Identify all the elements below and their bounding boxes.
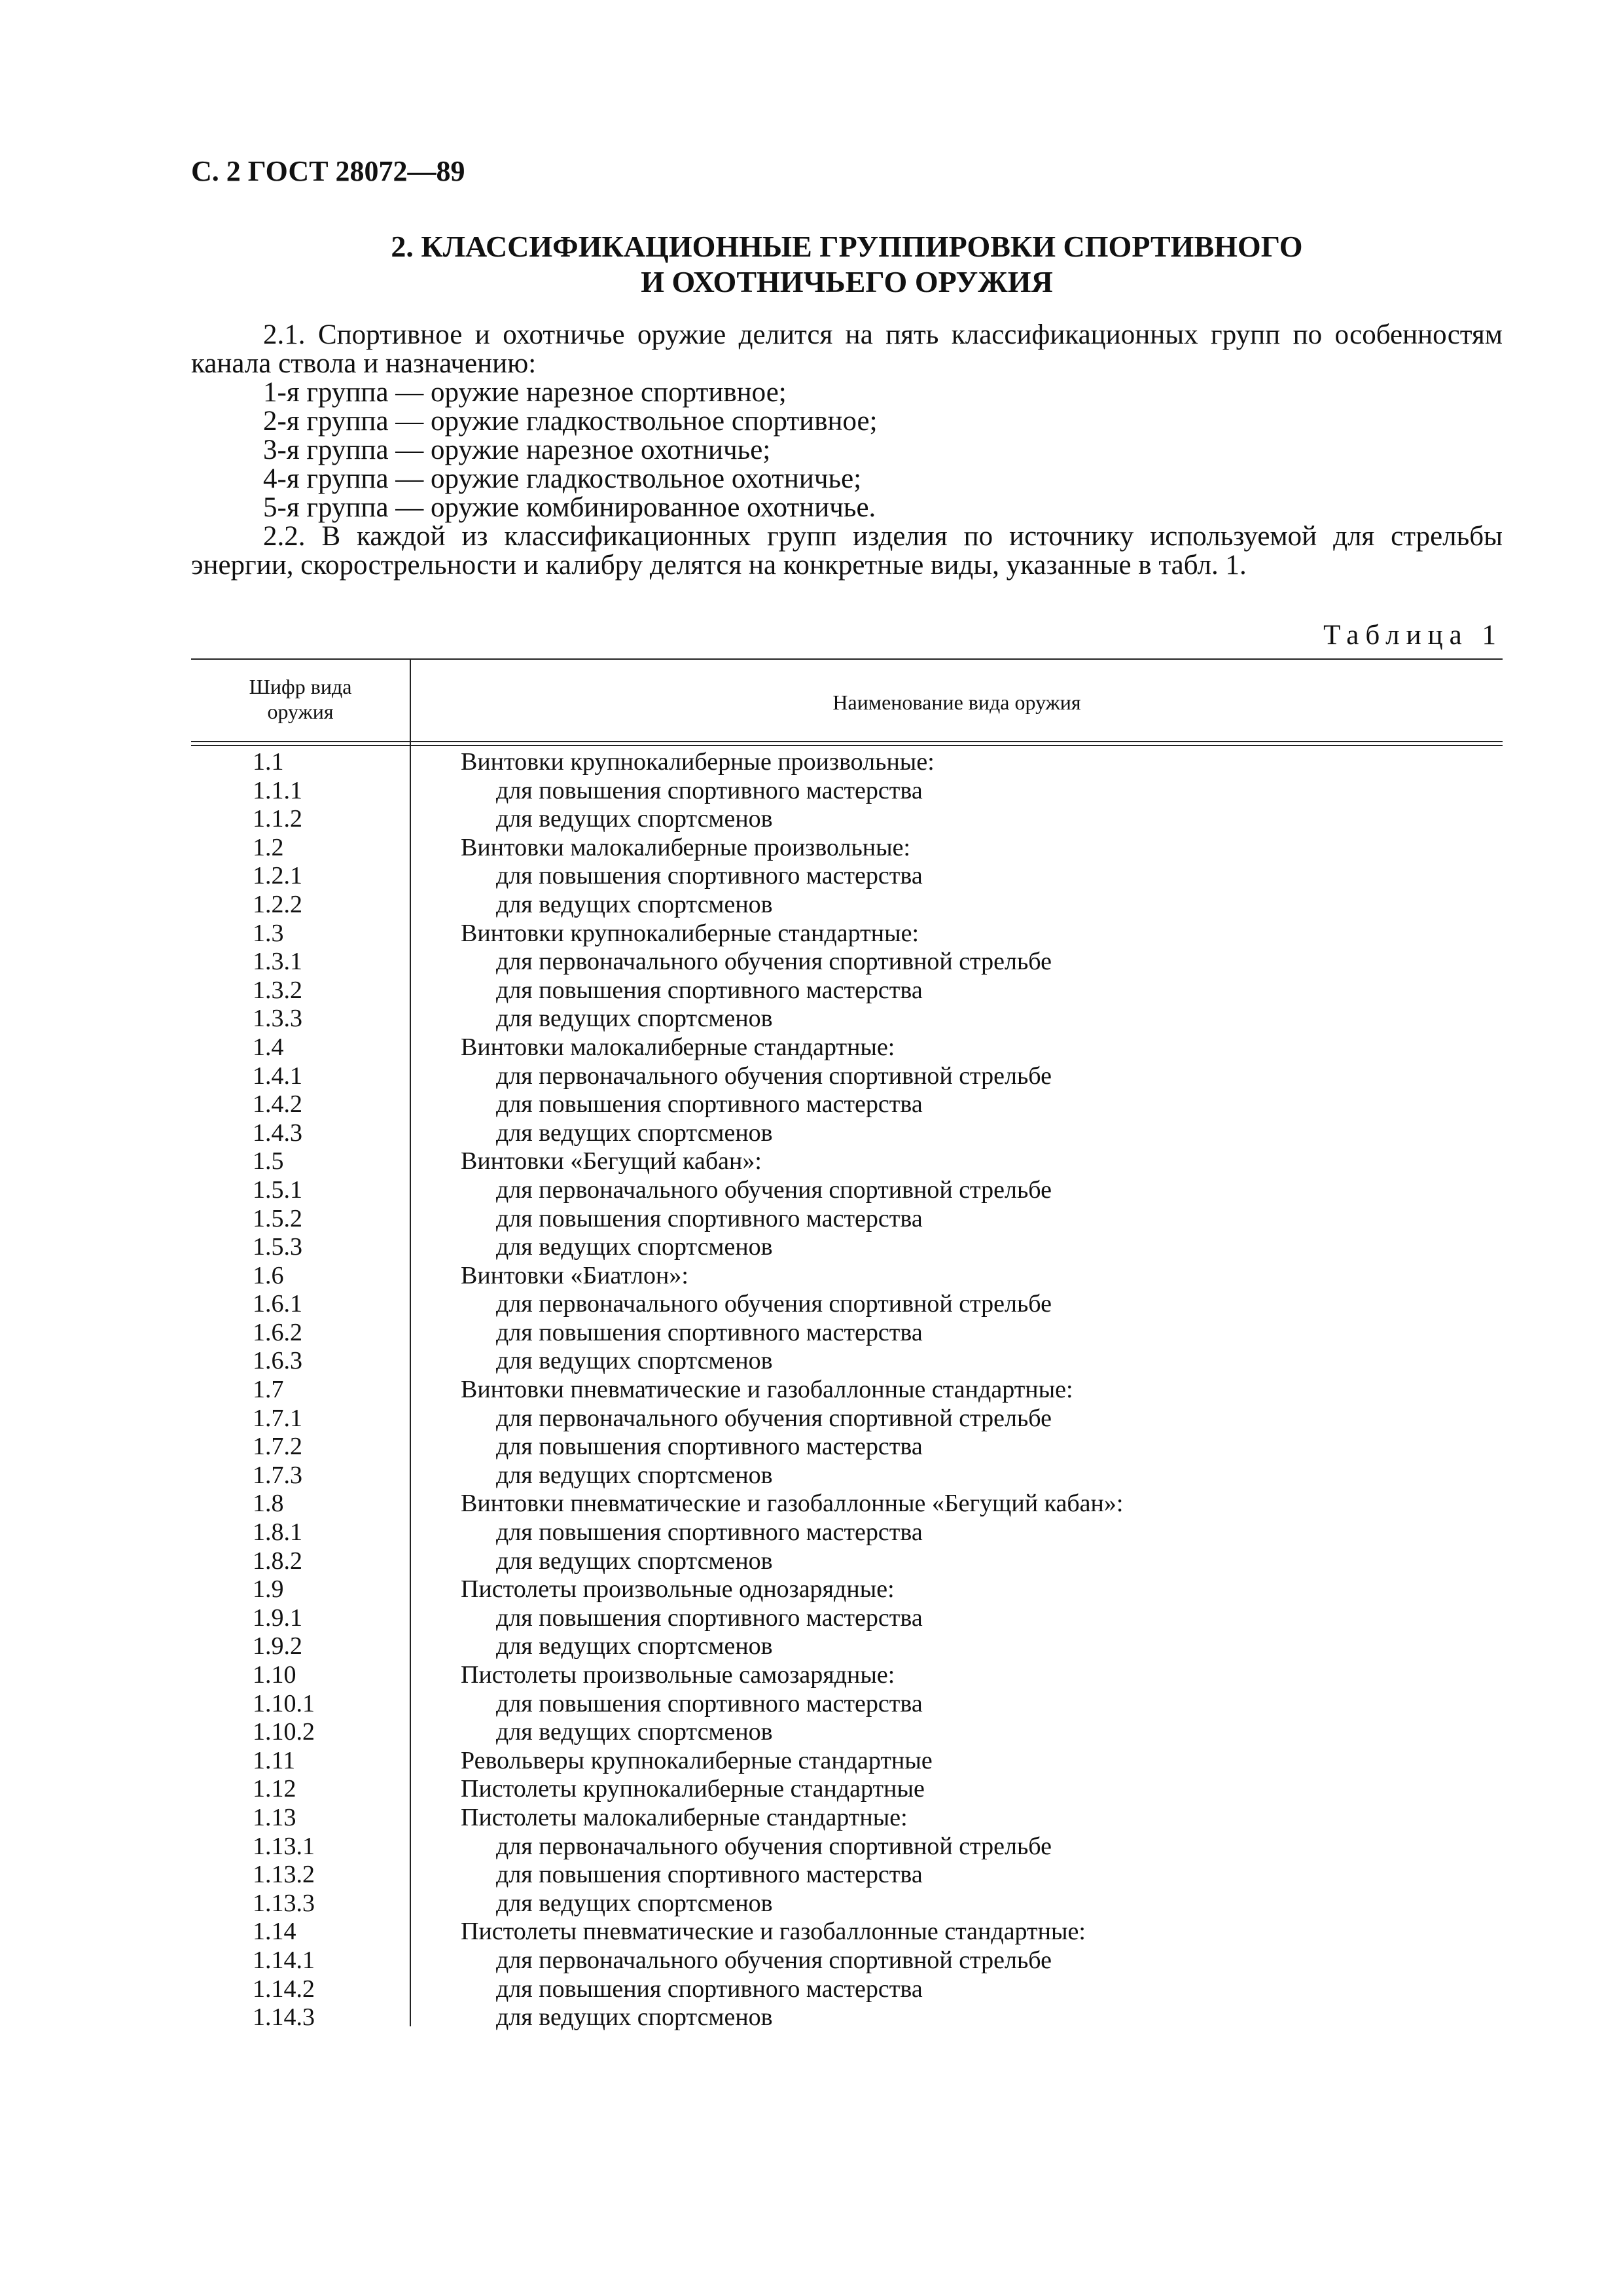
group-item: 5-я группа — оружие комбинированное охотничье. xyxy=(263,492,876,523)
row-name: для ведущих спортсменов xyxy=(496,1461,773,1489)
row-name: для повышения спортивного мастерства xyxy=(496,776,923,804)
row-name: для повышения спортивного мастерства xyxy=(496,1861,923,1889)
row-code: 1.5.1 xyxy=(253,1175,302,1204)
row-code: 1.6.3 xyxy=(253,1347,302,1375)
table-row xyxy=(191,1147,1503,1176)
table-row xyxy=(191,1319,1503,1348)
row-name: для ведущих спортсменов xyxy=(496,890,773,918)
row-code: 1.2.2 xyxy=(253,890,302,918)
table-row xyxy=(191,777,1503,806)
row-code: 1.10.2 xyxy=(253,1718,315,1746)
row-code: 1.14.2 xyxy=(253,1975,315,2003)
row-name: для первоначального обучения спортивной стрельбе xyxy=(496,1062,1052,1090)
row-name: для ведущих спортсменов xyxy=(496,1005,773,1033)
row-name: для повышения спортивного мастерства xyxy=(496,976,923,1004)
table-row xyxy=(191,1833,1503,1861)
row-name: для ведущих спортсменов xyxy=(496,1233,773,1261)
row-code: 1.7.2 xyxy=(253,1433,302,1461)
table-row xyxy=(191,2003,1503,2032)
row-code: 1.12 xyxy=(253,1775,296,1803)
page-header: С. 2 ГОСТ 28072—89 xyxy=(191,155,465,187)
row-code: 1.5 xyxy=(253,1147,284,1175)
row-name: для первоначального обучения спортивной стрельбе xyxy=(496,1175,1052,1204)
row-code: 1.5.2 xyxy=(253,1204,302,1232)
table-row xyxy=(191,1090,1503,1119)
row-name: для первоначального обучения спортивной стрельбе xyxy=(496,1290,1052,1318)
row-code: 1.13.2 xyxy=(253,1861,315,1889)
row-code: 1.14 xyxy=(253,1918,296,1946)
row-code: 1.3.2 xyxy=(253,976,302,1004)
row-name: для повышения спортивного мастерства xyxy=(496,1204,923,1232)
row-name: Пистолеты произвольные однозарядные: xyxy=(461,1575,895,1604)
row-code: 1.4.1 xyxy=(253,1062,302,1090)
table-row xyxy=(191,1632,1503,1661)
row-code: 1.5.3 xyxy=(253,1233,302,1261)
row-code: 1.4.3 xyxy=(253,1119,302,1147)
row-code: 1.2.1 xyxy=(253,862,302,890)
table-row xyxy=(191,1433,1503,1462)
group-item: 1-я группа — оружие нарезное спортивное; xyxy=(263,377,787,408)
table-row xyxy=(191,1005,1503,1033)
row-code: 1.7 xyxy=(253,1376,284,1404)
row-name: для ведущих спортсменов xyxy=(496,1889,773,1917)
row-code: 1.14.1 xyxy=(253,1946,315,1974)
table-row xyxy=(191,977,1503,1005)
row-code: 1.8.2 xyxy=(253,1547,302,1575)
row-name: для ведущих спортсменов xyxy=(496,1347,773,1375)
table-body xyxy=(191,748,1503,2032)
header-name: Наименование вида оружия xyxy=(832,691,1081,714)
row-code: 1.3 xyxy=(253,919,284,947)
row-name: для ведущих спортсменов xyxy=(496,805,773,833)
row-code: 1.3.3 xyxy=(253,1005,302,1033)
table-row xyxy=(191,1775,1503,1804)
row-code: 1.9 xyxy=(253,1575,284,1604)
table-row xyxy=(191,1062,1503,1091)
table-row xyxy=(191,748,1503,777)
table-row xyxy=(191,862,1503,891)
row-name: для первоначального обучения спортивной стрельбе xyxy=(496,948,1052,976)
table-row xyxy=(191,1347,1503,1376)
table-row xyxy=(191,1946,1503,1975)
row-name: Винтовки крупнокалиберные стандартные: xyxy=(461,919,919,947)
row-name: для повышения спортивного мастерства xyxy=(496,1604,923,1632)
table-row xyxy=(191,1262,1503,1291)
row-code: 1.8 xyxy=(253,1490,284,1518)
table-row xyxy=(191,1804,1503,1833)
table-header-rule xyxy=(191,741,1503,746)
row-name: для ведущих спортсменов xyxy=(496,2003,773,2032)
row-code: 1.6 xyxy=(253,1261,284,1289)
row-code: 1.13 xyxy=(253,1803,296,1831)
row-code: 1.13.1 xyxy=(253,1832,315,1860)
table-row xyxy=(191,1661,1503,1690)
table-row xyxy=(191,1861,1503,1890)
table-row xyxy=(191,1918,1503,1946)
group-item: 4-я группа — оружие гладкоствольное охотничье; xyxy=(263,463,862,494)
row-name: Винтовки «Бегущий кабан»: xyxy=(461,1147,762,1175)
row-name: для первоначального обучения спортивной стрельбе xyxy=(496,1404,1052,1432)
row-code: 1.4.2 xyxy=(253,1090,302,1119)
row-name: Винтовки крупнокалиберные произвольные: xyxy=(461,748,935,776)
table-row xyxy=(191,1575,1503,1604)
row-code: 1.14.3 xyxy=(253,2003,315,2032)
table-row xyxy=(191,1119,1503,1148)
row-name: для первоначального обучения спортивной стрельбе xyxy=(496,1946,1052,1974)
row-code: 1.4 xyxy=(253,1033,284,1061)
table-row xyxy=(191,1518,1503,1547)
weapon-types-table xyxy=(191,658,1503,2063)
table-row xyxy=(191,1747,1503,1776)
table-row xyxy=(191,1975,1503,2004)
table-row xyxy=(191,1604,1503,1633)
row-name: для повышения спортивного мастерства xyxy=(496,1318,923,1346)
row-code: 1.2 xyxy=(253,833,284,861)
header-code-line-1: Шифр вида xyxy=(249,675,352,698)
row-code: 1.3.1 xyxy=(253,948,302,976)
row-name: для повышения спортивного мастерства xyxy=(496,1433,923,1461)
row-name: Винтовки малокалиберные произвольные: xyxy=(461,833,911,861)
row-code: 1.1.1 xyxy=(253,776,302,804)
row-code: 1.7.1 xyxy=(253,1404,302,1432)
row-name: для повышения спортивного мастерства xyxy=(496,1518,923,1547)
section-title xyxy=(191,229,1503,300)
header-code xyxy=(191,674,410,724)
row-code: 1.13.3 xyxy=(253,1889,315,1917)
table-row xyxy=(191,1376,1503,1405)
row-name: для ведущих спортсменов xyxy=(496,1547,773,1575)
table-caption: Таблица 1 xyxy=(1323,620,1503,651)
table-row xyxy=(191,834,1503,863)
paragraph-2-1: 2.1. Спортивное и охотничье оружие делится на пять классификационных групп по особенностям канала ствола и назначению: xyxy=(191,319,1503,379)
table-row xyxy=(191,920,1503,948)
row-name: для повышения спортивного мастерства xyxy=(496,1975,923,2003)
table-row xyxy=(191,891,1503,920)
group-item: 2-я группа — оружие гладкоствольное спортивное; xyxy=(263,406,878,437)
table-row xyxy=(191,1176,1503,1205)
table-row xyxy=(191,1205,1503,1234)
section-title-line-1: 2. КЛАССИФИКАЦИОННЫЕ ГРУППИРОВКИ СПОРТИВНОГО xyxy=(391,230,1303,263)
row-code: 1.1 xyxy=(253,748,284,776)
row-name: для ведущих спортсменов xyxy=(496,1119,773,1147)
group-item: 3-я группа — оружие нарезное охотничье; xyxy=(263,435,771,465)
paragraph-2-2: 2.2. В каждой из классификационных групп изделия по источнику используемой для стрельбы энергии, скорострельности и калибру делятся на конкретные виды, указанные в табл. 1. xyxy=(191,521,1503,581)
row-code: 1.11 xyxy=(253,1746,296,1774)
table-row xyxy=(191,1890,1503,1918)
table-row xyxy=(191,1718,1503,1747)
row-name: для повышения спортивного мастерства xyxy=(496,1090,923,1119)
table-row xyxy=(191,1233,1503,1262)
row-name: для повышения спортивного мастерства xyxy=(496,1689,923,1717)
row-name: Пистолеты произвольные самозарядные: xyxy=(461,1661,895,1689)
row-name: для первоначального обучения спортивной стрельбе xyxy=(496,1832,1052,1860)
row-name: для ведущих спортсменов xyxy=(496,1632,773,1660)
table-row xyxy=(191,1290,1503,1319)
table-row xyxy=(191,1462,1503,1490)
row-code: 1.8.1 xyxy=(253,1518,302,1547)
row-name: для повышения спортивного мастерства xyxy=(496,862,923,890)
table-row xyxy=(191,948,1503,977)
row-code: 1.10.1 xyxy=(253,1689,315,1717)
row-name: Винтовки пневматические и газобаллонные стандартные: xyxy=(461,1376,1073,1404)
row-name: Пистолеты крупнокалиберные стандартные xyxy=(461,1775,925,1803)
header-code-line-2: оружия xyxy=(267,700,334,723)
section-title-line-2: И ОХОТНИЧЬЕГО ОРУЖИЯ xyxy=(641,265,1053,298)
row-code: 1.1.2 xyxy=(253,805,302,833)
row-name: для ведущих спортсменов xyxy=(496,1718,773,1746)
row-name: Винтовки «Биатлон»: xyxy=(461,1261,688,1289)
table-row xyxy=(191,1690,1503,1719)
row-code: 1.10 xyxy=(253,1661,296,1689)
row-code: 1.6.2 xyxy=(253,1318,302,1346)
table-row xyxy=(191,1033,1503,1062)
row-code: 1.6.1 xyxy=(253,1290,302,1318)
table-top-rule xyxy=(191,658,1503,660)
row-name: Револьверы крупнокалиберные стандартные xyxy=(461,1746,933,1774)
row-code: 1.9.2 xyxy=(253,1632,302,1660)
row-name: Винтовки малокалиберные стандартные: xyxy=(461,1033,895,1061)
table-row xyxy=(191,1490,1503,1518)
table-row xyxy=(191,1547,1503,1576)
row-name: Пистолеты малокалиберные стандартные: xyxy=(461,1803,908,1831)
row-name: Винтовки пневматические и газобаллонные «Бегущий кабан»: xyxy=(461,1490,1124,1518)
row-code: 1.7.3 xyxy=(253,1461,302,1489)
table-row xyxy=(191,805,1503,834)
body-text xyxy=(191,321,1503,580)
row-name: Пистолеты пневматические и газобаллонные стандартные: xyxy=(461,1918,1086,1946)
table-row xyxy=(191,1405,1503,1433)
row-code: 1.9.1 xyxy=(253,1604,302,1632)
